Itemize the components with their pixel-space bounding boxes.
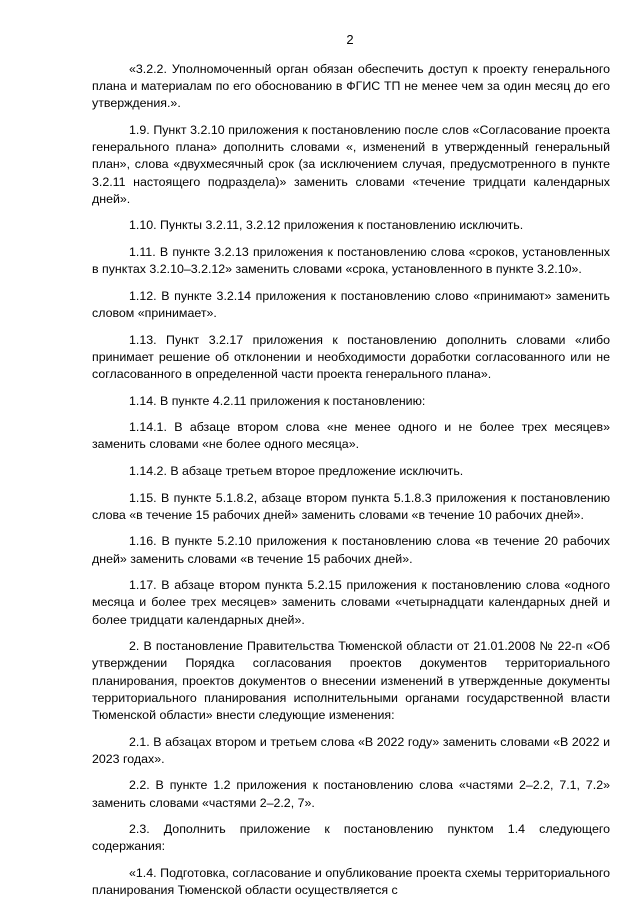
paragraph-2-2: 2.2. В пункте 1.2 приложения к постановлению слова «частями 2–2.2, 7.1, 7.2» заменить словами «частями 2–2.2, 7». bbox=[92, 778, 610, 810]
page-number: 2 bbox=[346, 32, 354, 47]
paragraph-1-14-1: 1.14.1. В абзаце втором слова «не менее одного и не более трех месяцев» заменить словами «не более одного месяца». bbox=[92, 420, 610, 452]
paragraph-1-12: 1.12. В пункте 3.2.14 приложения к постановлению слово «принимают» заменить словом «принимает». bbox=[92, 288, 610, 320]
paragraph-1-13: 1.13. Пункт 3.2.17 приложения к постановлению дополнить словами «либо принимает решение об отклонении и необходимости доработки согласованного или не согласованного в определенной части проекта генерального плана». bbox=[92, 332, 610, 381]
paragraph-1-4-quote: «1.4. Подготовка, согласование и опубликование проекта схемы территориального планирования Тюменской области осуществляется с bbox=[92, 865, 610, 898]
paragraph-1-14: 1.14. В пункте 4.2.11 приложения к постановлению: bbox=[129, 393, 426, 408]
paragraph-1-14-2: 1.14.2. В абзаце третьем второе предложение исключить. bbox=[129, 463, 464, 478]
paragraph-1-16: 1.16. В пункте 5.2.10 приложения к постановлению слова «в течение 20 рабочих дней» заменить словами «в течение 15 рабочих дней». bbox=[92, 534, 610, 566]
paragraph-1-10: 1.10. Пункты 3.2.11, 3.2.12 приложения к постановлению исключить. bbox=[129, 218, 524, 233]
paragraph-2-1: 2.1. В абзацах втором и третьем слова «В 2022 году» заменить словами «В 2022 и 2023 годах». bbox=[92, 734, 610, 766]
paragraph-2-3: 2.3. Дополнить приложение к постановлению пунктом 1.4 следующего содержания: bbox=[92, 822, 610, 854]
paragraph-1-17: 1.17. В абзаце втором пункта 5.2.15 приложения к постановлению слова «одного месяца и более трех месяцев» заменить словами «четырнадцати календарных дней и более тридцати календарных дней». bbox=[92, 578, 610, 627]
paragraph-1-9: 1.9. Пункт 3.2.10 приложения к постановлению после слов «Согласование проекта генерального плана» дополнить словами «, изменений в утвержденный генеральный план», слова «двухмесячный срок (за исключением случая, предусмотренного в пункте 3.2.11 настоящего подраздела)» заменить словами «течение тридцати календарных дней». bbox=[92, 123, 610, 206]
paragraph-1-15: 1.15. В пункте 5.1.8.2, абзаце втором пункта 5.1.8.3 приложения к постановлению слова «в течение 15 рабочих дней» заменить словами «в течение 10 рабочих дней». bbox=[92, 490, 610, 522]
paragraph-2: 2. В постановление Правительства Тюменской области от 21.01.2008 № 22-п «Об утверждении Порядка согласования проектов документов территориального планирования, проектов документов о внесении изменений в утвержденные документы территориального планирования исполнительными органами государственной власти Тюменской области» внести следующие изменения: bbox=[92, 639, 610, 722]
paragraph-1-11: 1.11. В пункте 3.2.13 приложения к постановлению слова «сроков, установленных в пунктах 3.2.10–3.2.12» заменить словами «срока, установленного в пункте 3.2.10». bbox=[92, 245, 610, 277]
document-body bbox=[92, 61, 610, 899]
paragraph-3-2-2: «3.2.2. Уполномоченный орган обязан обеспечить доступ к проекту генерального плана и материалам по его обоснованию в ФГИС ТП не менее чем за один месяц до его утверждения.». bbox=[92, 62, 610, 111]
